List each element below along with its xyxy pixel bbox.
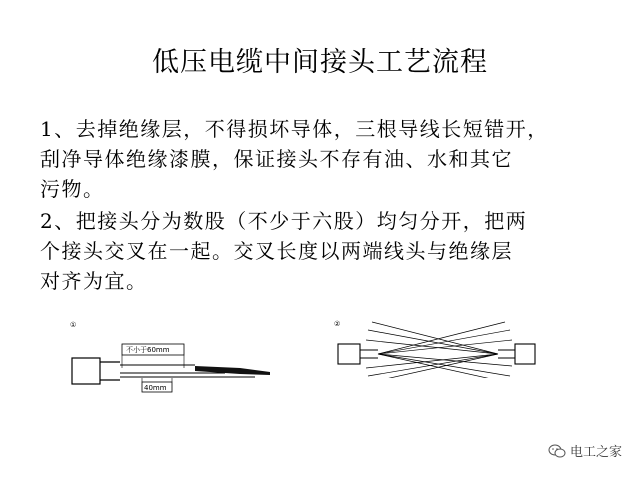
wechat-icon bbox=[548, 443, 566, 459]
step-2-line-1: 2、把接头分为数股（不少于六股）均匀分开，把两 bbox=[40, 209, 528, 233]
figure-1-marker: ① bbox=[70, 321, 77, 329]
strand-cross-diagram bbox=[330, 318, 540, 378]
strand-cross-drawing bbox=[330, 318, 540, 378]
step-1-text bbox=[40, 114, 620, 204]
length-label-bottom: 40mm bbox=[144, 384, 167, 392]
step-2-text bbox=[40, 206, 620, 296]
length-label-top: 不小于60mm bbox=[126, 346, 170, 354]
figure-2-marker: ② bbox=[334, 320, 341, 328]
watermark-text: 电工之家 bbox=[569, 445, 622, 460]
step-2-line-2: 个接头交叉在一起。交叉长度以两端线头与绝缘层 bbox=[40, 239, 513, 263]
watermark bbox=[548, 441, 622, 460]
step-1-line-3: 污物。 bbox=[40, 177, 105, 201]
cable-strip-diagram bbox=[70, 318, 275, 404]
page-title: 低压电缆中间接头工艺流程 bbox=[152, 47, 488, 78]
cable-strip-drawing bbox=[70, 318, 275, 404]
step-2-line-3: 对齐为宜。 bbox=[40, 269, 148, 293]
step-1-line-1: 1、去掉绝缘层，不得损坏导体，三根导线长短错开， bbox=[40, 117, 549, 141]
step-1-line-2: 刮净导体绝缘漆膜，保证接头不存有油、水和其它 bbox=[40, 147, 513, 171]
